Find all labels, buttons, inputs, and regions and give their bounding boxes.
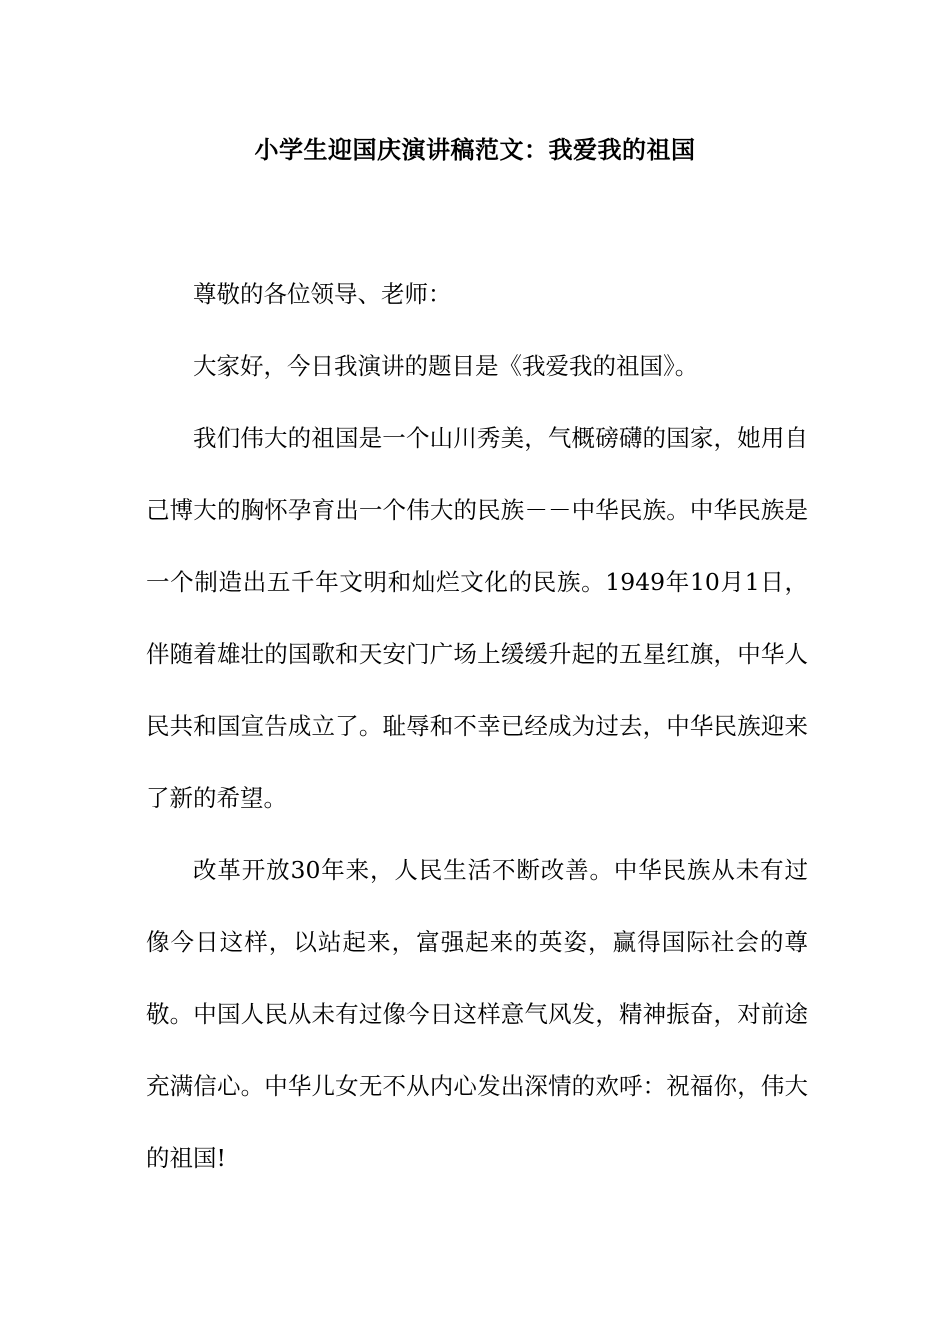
paragraph-reform: 改革开放30年来，人民生活不断改善。中华民族从未有过像今日这样，以站起来，富强起来的英姿，赢得国际社会的尊敬。中国人民从未有过像今日这样意气风发，精神振奋，对前途充满信心。中华儿女无不从内心发出深情的欢呼：祝福你，伟大的祖国! bbox=[146, 856, 808, 1172]
paragraph-history: 我们伟大的祖国是一个山川秀美，气概磅礴的国家，她用自己博大的胸怀孕育出一个伟大的民族－－中华民族。中华民族是一个制造出五千年文明和灿烂文化的民族。1949年10月1日，伴随着雄壮的国歌和天安门广场上缓缓升起的五星红旗，中华人民共和国宣告成立了。耻辱和不幸已经成为过去，中华民族迎来了新的希望。 bbox=[146, 424, 808, 812]
paragraph-greeting: 大家好，今日我演讲的题目是《我爱我的祖国》。 bbox=[193, 352, 699, 380]
document-title: 小学生迎国庆演讲稿范文：我爱我的祖国 bbox=[254, 135, 696, 164]
document-body bbox=[146, 258, 808, 1194]
paragraph-salutation: 尊敬的各位领导、老师： bbox=[193, 280, 452, 308]
